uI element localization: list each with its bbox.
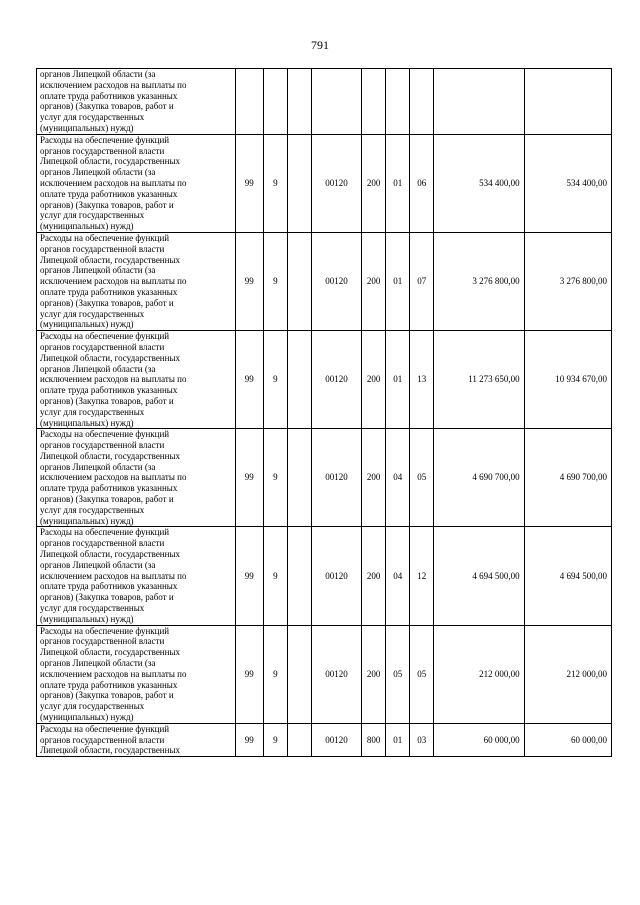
description-line: оплате труда работников указанных [40, 188, 178, 199]
subsection-code [410, 69, 434, 135]
row-description [37, 723, 236, 756]
amount-actual: 4 690 700,00 [524, 429, 611, 527]
description-line: Липецкой области, государственных [40, 647, 180, 658]
subsection-code: 03 [410, 723, 434, 756]
description-line: Расходы на обеспечение функций [40, 625, 170, 636]
expense-type-code: 800 [362, 723, 386, 756]
section-code: 05 [386, 625, 410, 723]
description-line: услуг для государственных [40, 603, 145, 614]
section-code: 01 [386, 232, 410, 330]
table-body [37, 69, 612, 757]
direction-code: 00120 [311, 232, 361, 330]
description-line: услуг для государственных [40, 504, 145, 515]
subprogram-code: 9 [263, 134, 287, 232]
description-line: Липецкой области, государственных [40, 156, 180, 167]
main-activity-code [287, 232, 311, 330]
program-code [235, 69, 263, 135]
main-activity-code [287, 527, 311, 625]
direction-code: 00120 [311, 134, 361, 232]
description-line: оплате труда работников указанных [40, 581, 178, 592]
page-number: 791 [311, 38, 329, 52]
subsection-code: 12 [410, 527, 434, 625]
expense-type-code: 200 [362, 429, 386, 527]
subprogram-code: 9 [263, 527, 287, 625]
description-line: органов Липецкой области (за [40, 461, 156, 472]
amount-plan [434, 69, 524, 135]
description-line: органов государственной власти [40, 243, 165, 254]
description-line: органов) (Закупка товаров, работ и [40, 690, 174, 701]
description-line: органов) (Закупка товаров, работ и [40, 592, 174, 603]
program-code: 99 [235, 625, 263, 723]
main-activity-code [287, 69, 311, 135]
description-line: органов государственной власти [40, 145, 165, 156]
description-line: (муниципальных) нужд) [40, 712, 134, 723]
description-line: исключением расходов на выплаты по [40, 276, 187, 287]
subsection-code: 07 [410, 232, 434, 330]
description-line: органов Липецкой области (за [40, 559, 156, 570]
program-code: 99 [235, 134, 263, 232]
program-code: 99 [235, 331, 263, 429]
amount-actual: 3 276 800,00 [524, 232, 611, 330]
amount-actual: 60 000,00 [524, 723, 611, 756]
row-description [37, 232, 236, 330]
description-line: органов Липецкой области (за [40, 265, 156, 276]
expense-type-code: 200 [362, 527, 386, 625]
description-line: органов) (Закупка товаров, работ и [40, 494, 174, 505]
description-line: органов Липецкой области (за [40, 363, 156, 374]
program-code: 99 [235, 723, 263, 756]
description-line: Расходы на обеспечение функций [40, 232, 170, 243]
description-line: органов) (Закупка товаров, работ и [40, 101, 174, 112]
description-line: услуг для государственных [40, 701, 145, 712]
amount-plan: 3 276 800,00 [434, 232, 524, 330]
description-line: оплате труда работников указанных [40, 385, 178, 396]
amount-actual: 10 934 670,00 [524, 331, 611, 429]
description-line: Липецкой области, государственных [40, 549, 180, 560]
program-code: 99 [235, 429, 263, 527]
direction-code: 00120 [311, 429, 361, 527]
table-row [37, 331, 612, 429]
description-line: органов Липецкой области (за [40, 69, 156, 79]
description-line: Расходы на обеспечение функций [40, 331, 170, 342]
description-line: органов Липецкой области (за [40, 167, 156, 178]
description-line: Расходы на обеспечение функций [40, 723, 170, 734]
table-row [37, 134, 612, 232]
description-line: оплате труда работников указанных [40, 483, 178, 494]
budget-table [36, 68, 612, 757]
row-description [37, 429, 236, 527]
subsection-code: 06 [410, 134, 434, 232]
expense-type-code: 200 [362, 232, 386, 330]
table-row [37, 625, 612, 723]
row-description [37, 625, 236, 723]
description-line: органов государственной власти [40, 636, 165, 647]
section-code: 04 [386, 429, 410, 527]
subsection-code: 05 [410, 429, 434, 527]
expense-type-code: 200 [362, 134, 386, 232]
description-line: Липецкой области, государственных [40, 254, 180, 265]
subprogram-code: 9 [263, 625, 287, 723]
description-line: исключением расходов на выплаты по [40, 79, 187, 90]
main-activity-code [287, 625, 311, 723]
description-line: исключением расходов на выплаты по [40, 472, 187, 483]
description-line: Липецкой области, государственных [40, 745, 180, 756]
direction-code: 00120 [311, 723, 361, 756]
description-line: (муниципальных) нужд) [40, 122, 134, 133]
amount-plan: 4 690 700,00 [434, 429, 524, 527]
description-line: (муниципальных) нужд) [40, 319, 134, 330]
description-line: Расходы на обеспечение функций [40, 429, 170, 440]
subprogram-code: 9 [263, 429, 287, 527]
description-line: услуг для государственных [40, 406, 145, 417]
amount-actual: 4 694 500,00 [524, 527, 611, 625]
amount-plan: 534 400,00 [434, 134, 524, 232]
amount-plan: 4 694 500,00 [434, 527, 524, 625]
description-line: оплате труда работников указанных [40, 286, 178, 297]
subprogram-code: 9 [263, 723, 287, 756]
description-line: Расходы на обеспечение функций [40, 134, 170, 145]
description-line: услуг для государственных [40, 210, 145, 221]
amount-plan: 60 000,00 [434, 723, 524, 756]
description-line: органов государственной власти [40, 440, 165, 451]
description-line: органов Липецкой области (за [40, 658, 156, 669]
amount-plan: 212 000,00 [434, 625, 524, 723]
expense-type-code: 200 [362, 625, 386, 723]
subsection-code: 05 [410, 625, 434, 723]
description-line: исключением расходов на выплаты по [40, 374, 187, 385]
description-line: исключением расходов на выплаты по [40, 177, 187, 188]
table-row [37, 723, 612, 756]
description-line: (муниципальных) нужд) [40, 221, 134, 232]
table-row [37, 232, 612, 330]
subprogram-code: 9 [263, 331, 287, 429]
table-row [37, 69, 612, 135]
section-code: 01 [386, 723, 410, 756]
description-line: исключением расходов на выплаты по [40, 668, 187, 679]
program-code: 99 [235, 527, 263, 625]
description-line: (муниципальных) нужд) [40, 417, 134, 428]
description-line: органов) (Закупка товаров, работ и [40, 297, 174, 308]
description-line: Липецкой области, государственных [40, 450, 180, 461]
description-line: органов государственной власти [40, 341, 165, 352]
description-line: оплате труда работников указанных [40, 90, 178, 101]
program-code: 99 [235, 232, 263, 330]
section-code: 01 [386, 331, 410, 429]
amount-actual: 534 400,00 [524, 134, 611, 232]
expense-type-code [362, 69, 386, 135]
row-description [37, 527, 236, 625]
direction-code: 00120 [311, 527, 361, 625]
description-line: органов государственной власти [40, 538, 165, 549]
description-line: оплате труда работников указанных [40, 679, 178, 690]
row-description [37, 69, 236, 135]
description-line: органов) (Закупка товаров, работ и [40, 199, 174, 210]
main-activity-code [287, 723, 311, 756]
amount-actual: 212 000,00 [524, 625, 611, 723]
description-line: Липецкой области, государственных [40, 352, 180, 363]
description-line: услуг для государственных [40, 308, 145, 319]
description-line: органов государственной власти [40, 734, 165, 745]
expense-type-code: 200 [362, 331, 386, 429]
subsection-code: 13 [410, 331, 434, 429]
subprogram-code: 9 [263, 232, 287, 330]
subprogram-code [263, 69, 287, 135]
direction-code: 00120 [311, 625, 361, 723]
main-activity-code [287, 134, 311, 232]
description-line: (муниципальных) нужд) [40, 515, 134, 526]
direction-code [311, 69, 361, 135]
row-description [37, 134, 236, 232]
direction-code: 00120 [311, 331, 361, 429]
amount-actual [524, 69, 611, 135]
description-line: (муниципальных) нужд) [40, 613, 134, 624]
section-code [386, 69, 410, 135]
table-row [37, 527, 612, 625]
table-row [37, 429, 612, 527]
main-activity-code [287, 331, 311, 429]
description-line: услуг для государственных [40, 112, 145, 123]
section-code: 01 [386, 134, 410, 232]
main-activity-code [287, 429, 311, 527]
row-description [37, 331, 236, 429]
description-line: Расходы на обеспечение функций [40, 527, 170, 538]
section-code: 04 [386, 527, 410, 625]
amount-plan: 11 273 650,00 [434, 331, 524, 429]
description-line: органов) (Закупка товаров, работ и [40, 395, 174, 406]
description-line: исключением расходов на выплаты по [40, 570, 187, 581]
